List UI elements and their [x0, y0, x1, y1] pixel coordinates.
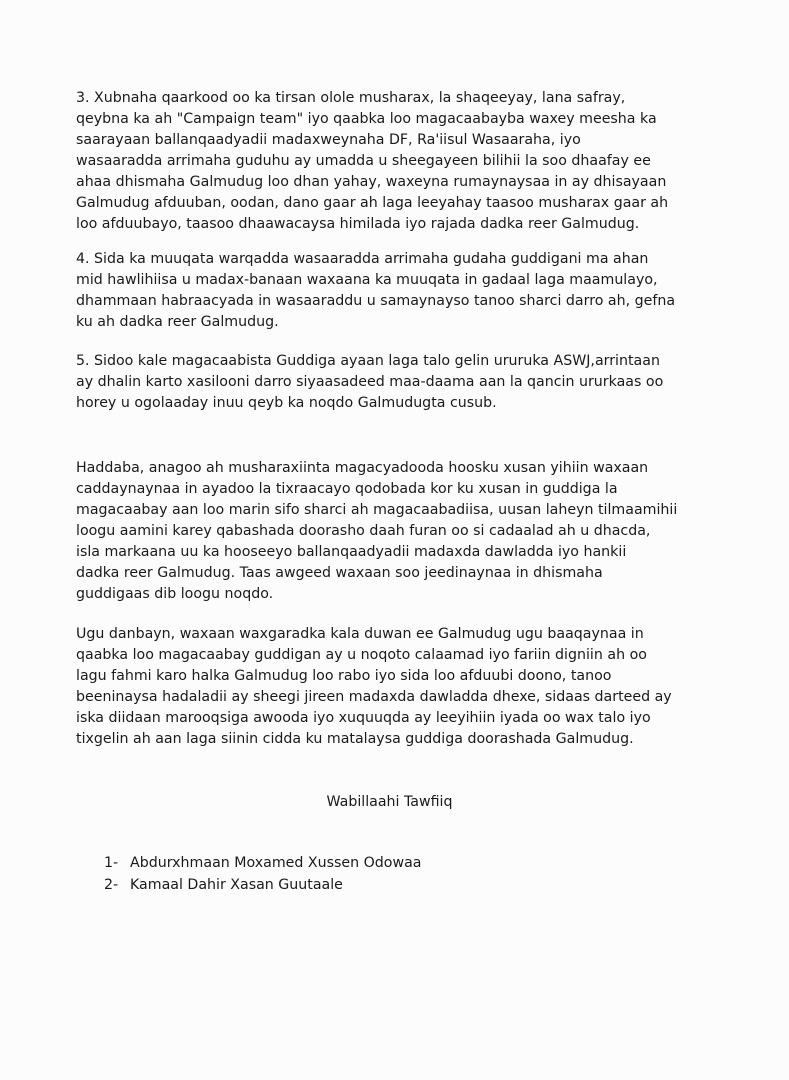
text-line: beeninaysa hadaladii ay sheegi jireen madaxda dawladda dhexe, sidaas darteed ay: [76, 689, 672, 705]
signatory-name: Abdurxhmaan Moxamed Xussen Odowaa: [130, 855, 422, 871]
text-line: mid hawlihiisa u madax-banaan waxaana ka muuqata in gadaal laga maamulayo,: [76, 272, 658, 288]
closing-text: Wabillaahi Tawfiiq: [326, 794, 453, 810]
signatory-number: 1-: [104, 855, 119, 871]
text-line: horey u ogolaaday inuu qeyb ka noqdo Galmudugta cusub.: [76, 395, 497, 411]
text-line: 3. Xubnaha qaarkood oo ka tirsan olole musharax, la shaqeeyay, lana safray,: [76, 90, 626, 106]
text-line: qeybna ka ah "Campaign team" iyo qaabka loo magacaabayba waxey meesha ka: [76, 111, 657, 127]
text-line: wasaaradda arrimaha guduhu ay umadda u sheegayeen bilihii la soo dhaafay ee: [76, 153, 651, 169]
signatory-name: Kamaal Dahir Xasan Guutaale: [130, 877, 343, 893]
text-line: Ugu danbayn, waxaan waxgaradka kala duwan ee Galmudug ugu baaqaynaa in: [76, 626, 644, 642]
paragraph-point-3: [76, 88, 706, 235]
text-line: dhammaan habraacyada in wasaaraddu u samaynayso tanoo sharci darro ah, gefna: [76, 293, 676, 309]
text-line: Galmudug afduuban, oodan, dano gaar ah laga leeyahay taasoo musharax gaar ah: [76, 195, 669, 211]
text-line: loo afduubayo, taasoo dhaawacaysa himilada iyo rajada dadka reer Galmudug.: [76, 216, 640, 232]
text-line: saarayaan ballanqaadyadii madaxweynaha DF, Ra'iisul Wasaaraha, iyo: [76, 132, 581, 148]
text-line: loogu aamini karey qabashada doorasho daah furan oo si cadaalad ah u dhacda,: [76, 523, 651, 539]
signatory-list: [104, 852, 421, 896]
signatory-item: [104, 874, 421, 896]
paragraph-final-appeal: [76, 624, 706, 750]
paragraph-conclusion: [76, 458, 706, 605]
text-line: iska diidaan marooqsiga awooda iyo xuquuqda ay leeyihiin iyada oo wax talo iyo: [76, 710, 651, 726]
text-line: Haddaba, anagoo ah musharaxiinta magacyadooda hoosku xusan yihiin waxaan: [76, 460, 649, 476]
text-line: dadka reer Galmudug. Taas awgeed waxaan soo jeedinaynaa in dhismaha: [76, 565, 603, 581]
paragraph-point-4: [76, 249, 706, 333]
text-line: guddigaas dib loogu noqdo.: [76, 586, 274, 602]
signatory-number: 2-: [104, 877, 119, 893]
text-line: ay dhalin karto xasilooni darro siyaasadeed maa-daama aan la qancin ururkaas oo: [76, 374, 664, 390]
signatory-item: [104, 852, 421, 874]
text-line: ku ah dadka reer Galmudug.: [76, 314, 279, 330]
text-line: 4. Sida ka muuqata warqadda wasaaradda arrimaha gudaha guddigani ma ahan: [76, 251, 649, 267]
text-line: lagu fahmi karo halka Galmudug loo rabo iyo sida loo afduubi doono, tanoo: [76, 668, 612, 684]
closing-salutation: [0, 792, 789, 813]
text-line: isla markaana uu ka hooseeyo ballanqaadyadii madaxda dawladda iyo hankii: [76, 544, 627, 560]
text-line: qaabka loo magacaabay guddigan ay u noqoto calaamad iyo fariin digniin ah oo: [76, 647, 647, 663]
paragraph-point-5: [76, 351, 706, 414]
text-line: ahaa dhismaha Galmudug loo dhan yahay, waxeyna rumaynaysaa in ay dhisayaan: [76, 174, 667, 190]
text-line: caddaynaynaa in ayadoo la tixraacayo qodobada kor ku xusan in guddiga la: [76, 481, 618, 497]
text-line: 5. Sidoo kale magacaabista Guddiga ayaan laga talo gelin ururuka ASWJ,arrintaan: [76, 353, 660, 369]
text-line: tixgelin ah aan laga siinin cidda ku matalaysa guddiga doorashada Galmudug.: [76, 731, 634, 747]
text-line: magacaabay aan loo marin sifo sharci ah magacaabadiisa, uusan laheyn tilmaamihii: [76, 502, 678, 518]
